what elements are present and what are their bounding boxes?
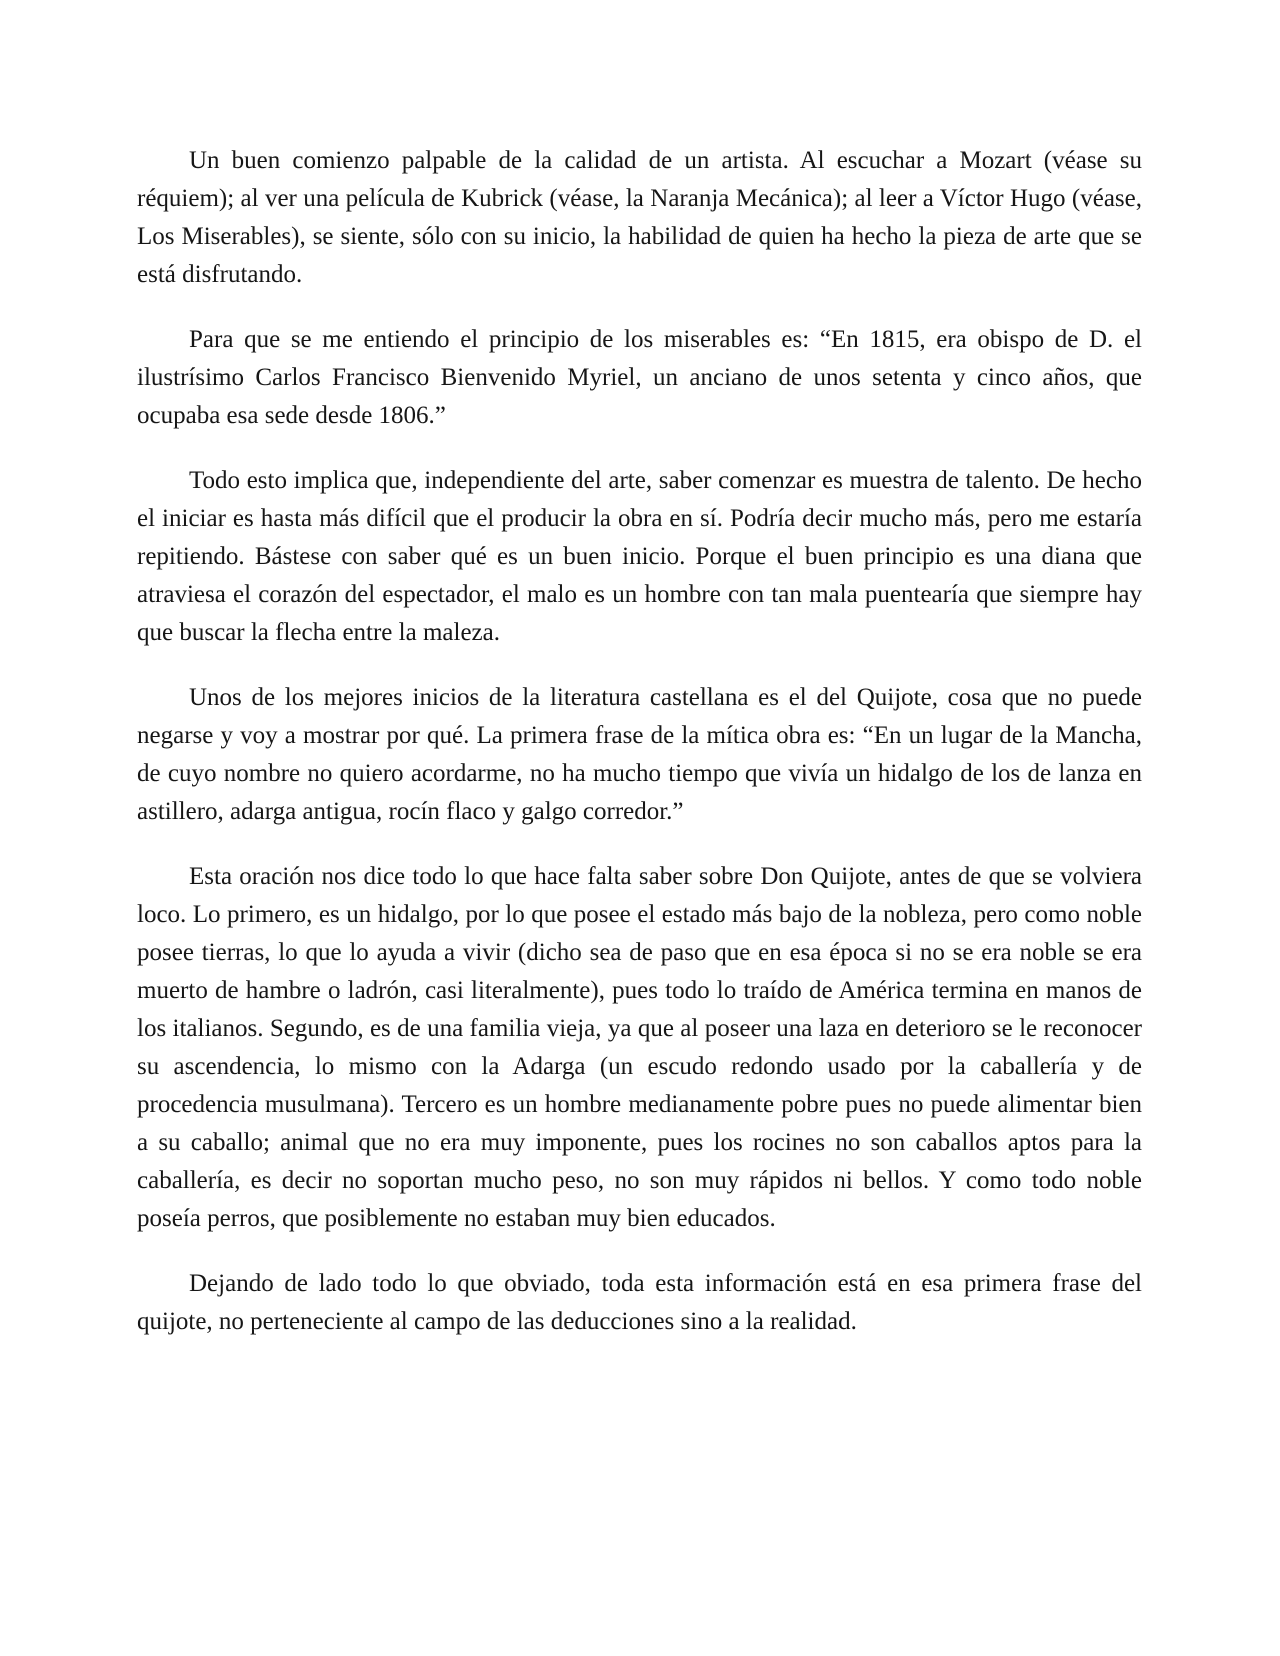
paragraph-6: Dejando de lado todo lo que obviado, toda esta información está en esa primera frase del quijote, no perteneciente al campo de las deducciones sino a la realidad. xyxy=(137,1270,1142,1335)
paragraph-4: Unos de los mejores inicios de la literatura castellana es el del Quijote, cosa que no puede negarse y voy a mostrar por qué. La primera frase de la mítica obra es: “En un lugar de la Mancha, de cuyo nombre no quiero acordarme, no ha mucho tiempo que vivía un hidalgo de los de lanza en astillero, adarga antigua, rocín flaco y galgo corredor.” xyxy=(137,684,1142,825)
paragraph-2: Para que se me entiendo el principio de los miserables es: “En 1815, era obispo de D. el ilustrísimo Carlos Francisco Bienvenido Myriel, un anciano de unos setenta y cinco años, que ocupaba esa sede desde 1806.” xyxy=(137,326,1142,429)
paragraph-1: Un buen comienzo palpable de la calidad de un artista. Al escuchar a Mozart (véase su réquiem); al ver una película de Kubrick (véase, la Naranja Mecánica); al leer a Víctor Hugo (véase, Los Miserables), se siente, sólo con su inicio, la habilidad de quien ha hecho la pieza de arte que se está disfrutando. xyxy=(137,147,1142,288)
document-body xyxy=(137,142,1142,1368)
paragraph-5: Esta oración nos dice todo lo que hace falta saber sobre Don Quijote, antes de que se volviera loco. Lo primero, es un hidalgo, por lo que posee el estado más bajo de la nobleza, pero como noble posee tierras, lo que lo ayuda a vivir (dicho sea de paso que en esa época si no se era noble se era muerto de hambre o ladrón, casi literalmente), pues todo lo traído de América termina en manos de los italianos. Segundo, es de una familia vieja, ya que al poseer una laza en deterioro se le reconocer su ascendencia, lo mismo con la Adarga (un escudo redondo usado por la caballería y de procedencia musulmana). Tercero es un hombre medianamente pobre pues no puede alimentar bien a su caballo; animal que no era muy imponente, pues los rocines no son caballos aptos para la caballería, es decir no soportan mucho peso, no son muy rápidos ni bellos. Y como todo noble poseía perros, que posiblemente no estaban muy bien educados. xyxy=(137,863,1142,1232)
paragraph-3: Todo esto implica que, independiente del arte, saber comenzar es muestra de talento. De hecho el iniciar es hasta más difícil que el producir la obra en sí. Podría decir mucho más, pero me estaría repitiendo. Bástese con saber qué es un buen inicio. Porque el buen principio es una diana que atraviesa el corazón del espectador, el malo es un hombre con tan mala puentearía que siempre hay que buscar la flecha entre la maleza. xyxy=(137,467,1142,646)
